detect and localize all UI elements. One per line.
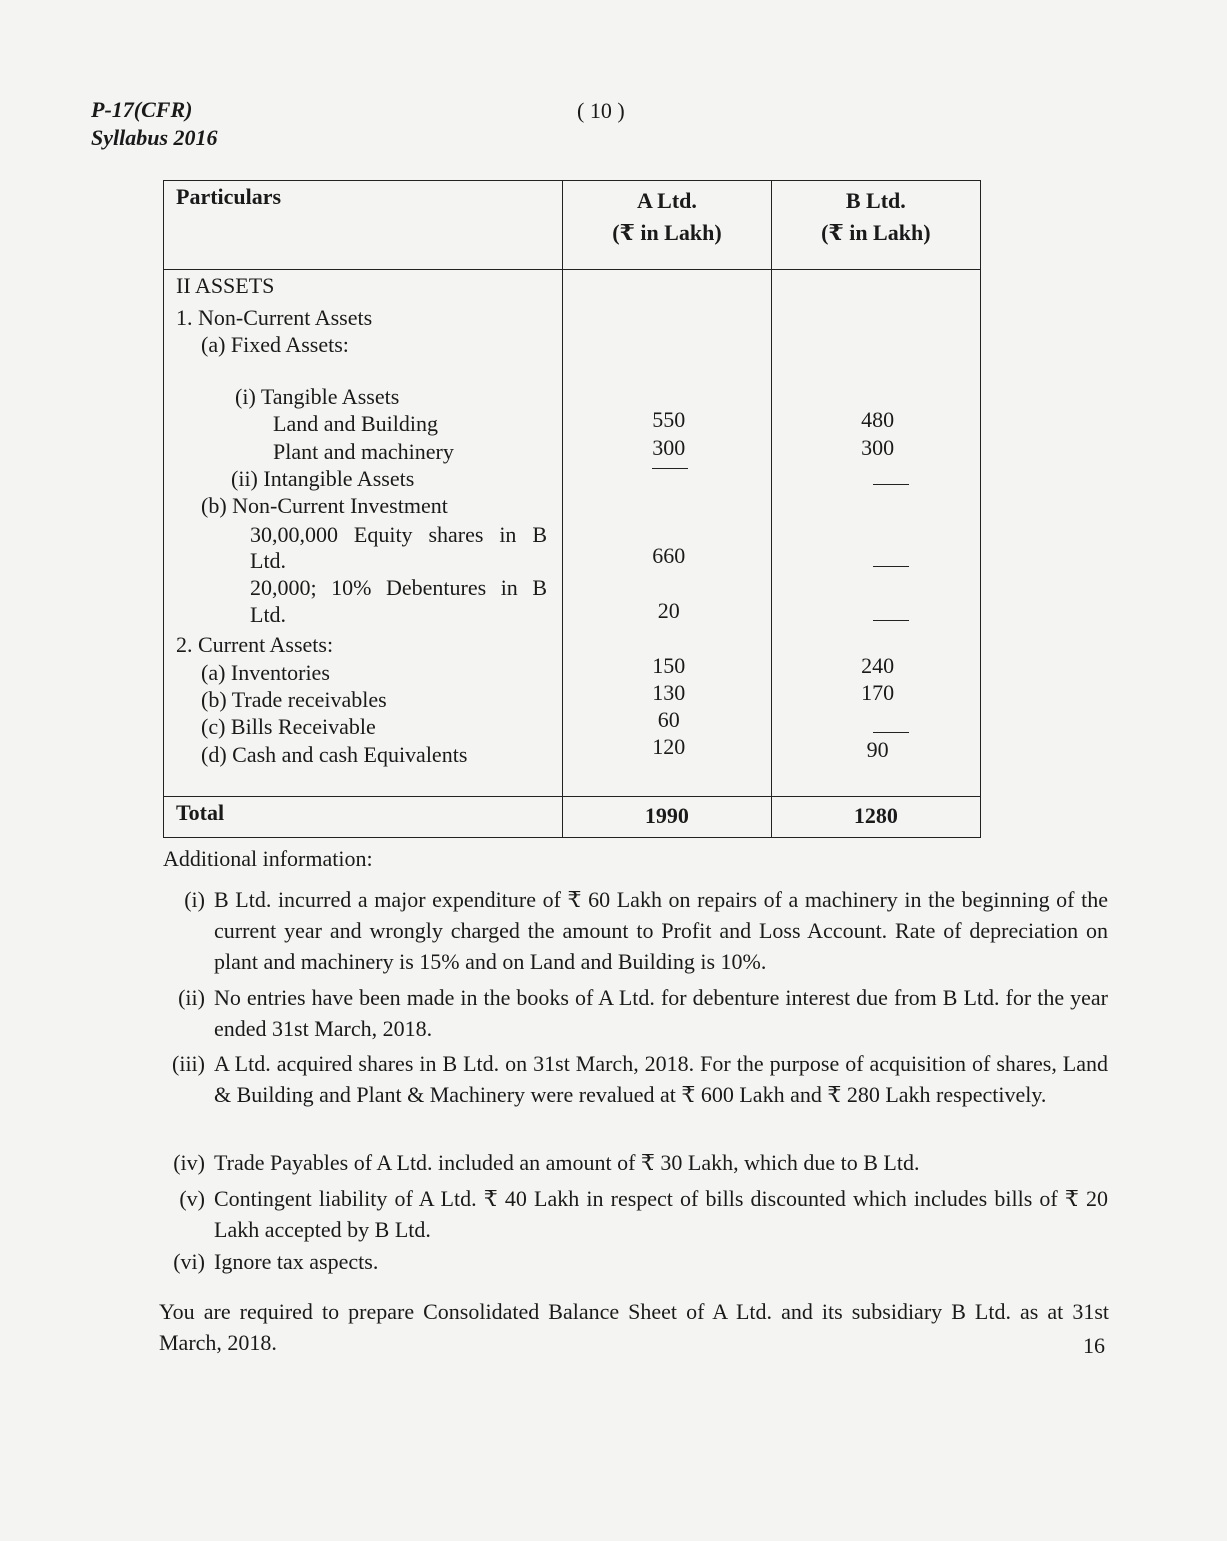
additional-info-heading: Additional information: [163,846,373,871]
header-a-unit: (₹ in Lakh) [612,220,722,245]
b-intangible-dash [873,484,909,485]
info-item-text: A Ltd. acquired shares in B Ltd. on 31st March, 2018. For the purpose of acquisition of shares, Land & Building and Plant & Machinery were revalued at ₹ 600 Lakh and ₹ 280 Lakh respectively. [214,1051,1108,1107]
header-b-unit: (₹ in Lakh) [821,220,931,245]
a-intangible-dash [652,468,688,469]
header-b-ltd [771,181,980,270]
page-number: ( 10 ) [577,98,625,123]
balance-sheet-table [163,180,981,838]
header-b-company: B Ltd. [845,188,906,213]
a-land-building: 550 [652,407,686,432]
fixed-assets: (a) Fixed Assets: [201,332,349,357]
table-body-row [164,270,981,797]
trade-receivables-label: (b) Trade receivables [201,687,387,712]
info-item-text: Contingent liability of A Ltd. ₹ 40 Lakh in respect of bills discounted which includes bills of ₹ 20 Lakh accepted by B Ltd. [214,1186,1108,1242]
question-requirement: You are required to prepare Consolidated Balance Sheet of A Ltd. and its subsidiary B Ltd. as at 31st March, 2018. [159,1299,1109,1355]
total-row [164,797,981,838]
info-item-number: (ii) [178,985,205,1010]
header-a-company: A Ltd. [636,188,697,213]
inventories-label: (a) Inventories [201,660,330,685]
plant-machinery-label: Plant and machinery [273,439,454,464]
info-item-text: Trade Payables of A Ltd. included an amount of ₹ 30 Lakh, which due to B Ltd. [214,1150,920,1175]
info-item-number: (i) [184,887,205,912]
b-equity-dash [873,566,909,567]
equity-shares-line1: 30,00,000 Equity shares in B [250,522,547,547]
intangible-assets: (ii) Intangible Assets [231,466,415,491]
a-debentures: 20 [657,598,680,623]
a-plant-machinery: 300 [652,435,686,460]
a-trade-receivables: 130 [652,680,686,705]
equity-shares-line2: Ltd. [250,548,287,573]
particulars-column [164,270,563,797]
paper-header [91,96,218,152]
total-b: 1280 [771,797,980,838]
b-cash: 90 [866,737,889,762]
b-bills-receivable-dash [873,732,909,733]
table-header-row [164,181,981,270]
info-item-text: Ignore tax aspects. [214,1249,379,1274]
cash-label: (d) Cash and cash Equivalents [201,742,468,767]
non-current-investment: (b) Non-Current Investment [201,493,448,518]
bills-receivable-label: (c) Bills Receivable [201,714,376,739]
info-item-number: (iv) [173,1150,205,1175]
non-current-assets: 1. Non-Current Assets [176,305,373,330]
a-cash: 120 [652,734,686,759]
info-item-text: B Ltd. incurred a major expenditure of ₹ 60 Lakh on repairs of a machinery in the beginning of the current year and wrongly charged the amount to Profit and Loss Account. Rate of depreciation on plant and machinery is 15% and on Land and Building is 10%. [214,887,1108,974]
info-item-number: (vi) [173,1249,205,1274]
tangible-assets: (i) Tangible Assets [235,384,400,409]
assets-heading: II ASSETS [176,273,275,298]
b-land-building: 480 [861,407,895,432]
paper-code: P-17(CFR) [91,97,193,122]
a-bills-receivable: 60 [657,707,680,732]
a-inventories: 150 [652,653,686,678]
land-building-label: Land and Building [273,411,438,436]
info-item-number: (iii) [172,1051,205,1076]
debentures-line1: 20,000; 10% Debentures in B [250,575,547,600]
a-ltd-column [563,270,771,797]
b-plant-machinery: 300 [861,435,895,460]
b-ltd-column [771,270,980,797]
total-a: 1990 [563,797,771,838]
b-trade-receivables: 170 [861,680,895,705]
info-item-text: No entries have been made in the books of A Ltd. for debenture interest due from B Ltd. for the year ended 31st March, 2018. [214,985,1108,1041]
b-debentures-dash [873,620,909,621]
syllabus-label: Syllabus 2016 [91,125,218,150]
info-item-number: (v) [179,1186,205,1211]
debentures-line2: Ltd. [250,602,287,627]
current-assets: 2. Current Assets: [176,632,334,657]
total-label: Total [164,797,563,838]
header-particulars: Particulars [164,181,563,270]
header-a-ltd [563,181,771,270]
a-equity-shares: 660 [652,543,686,568]
marks: 16 [1083,1333,1105,1358]
b-inventories: 240 [861,653,895,678]
